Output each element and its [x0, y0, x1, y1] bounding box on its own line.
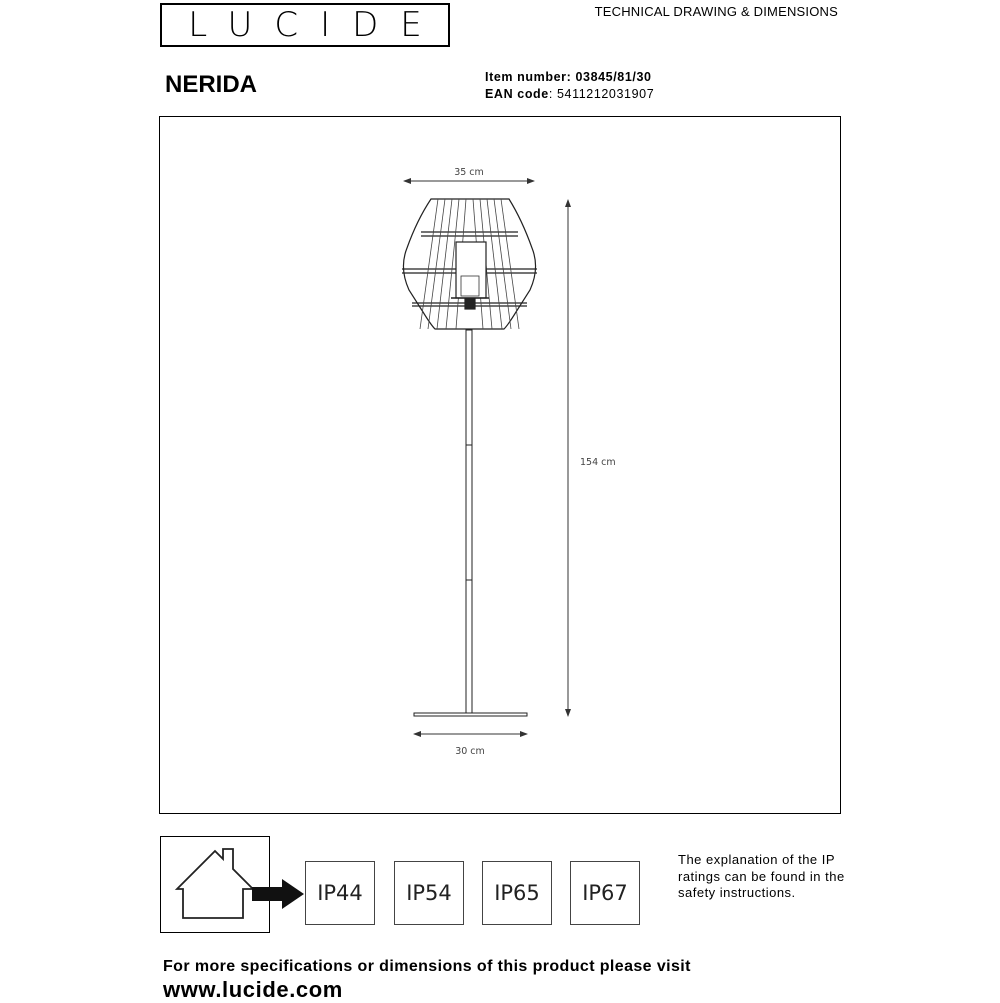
- ip-explanation-note: The explanation of the IP ratings can be found in the safety instructions.: [678, 852, 845, 900]
- lamp-pole-drawing: [466, 330, 472, 714]
- ean-label: EAN code: [485, 87, 549, 101]
- arrow-right-icon: [252, 877, 307, 911]
- shade-width-label: 35 cm: [454, 167, 484, 178]
- lamp-base-drawing: [414, 713, 527, 716]
- footer-text: For more specifications or dimensions of this product please visit: [163, 958, 691, 975]
- ip-rating-badge: IP44: [305, 861, 375, 925]
- ip-rating-badge: IP65: [482, 861, 552, 925]
- page-header-title: TECHNICAL DRAWING & DIMENSIONS: [594, 4, 838, 19]
- footer-website-link[interactable]: www.lucide.com: [163, 977, 343, 1002]
- ean-row: EAN code: 5411212031907: [485, 87, 655, 101]
- brand-logo-text: LUCIDE: [188, 5, 444, 45]
- item-number-value: 03845/81/30: [575, 70, 652, 84]
- ip-rating-badge: IP67: [570, 861, 640, 925]
- base-width-label: 30 cm: [455, 746, 485, 757]
- product-name: NERIDA: [165, 71, 258, 98]
- ip-rating-badge: IP54: [394, 861, 464, 925]
- item-number-row: Item number: 03845/81/30: [485, 70, 652, 84]
- ean-value: 5411212031907: [557, 87, 655, 101]
- item-number-label: Item number: [485, 70, 567, 84]
- lamp-shade-drawing: [402, 199, 537, 329]
- height-label: 154 cm: [580, 457, 616, 468]
